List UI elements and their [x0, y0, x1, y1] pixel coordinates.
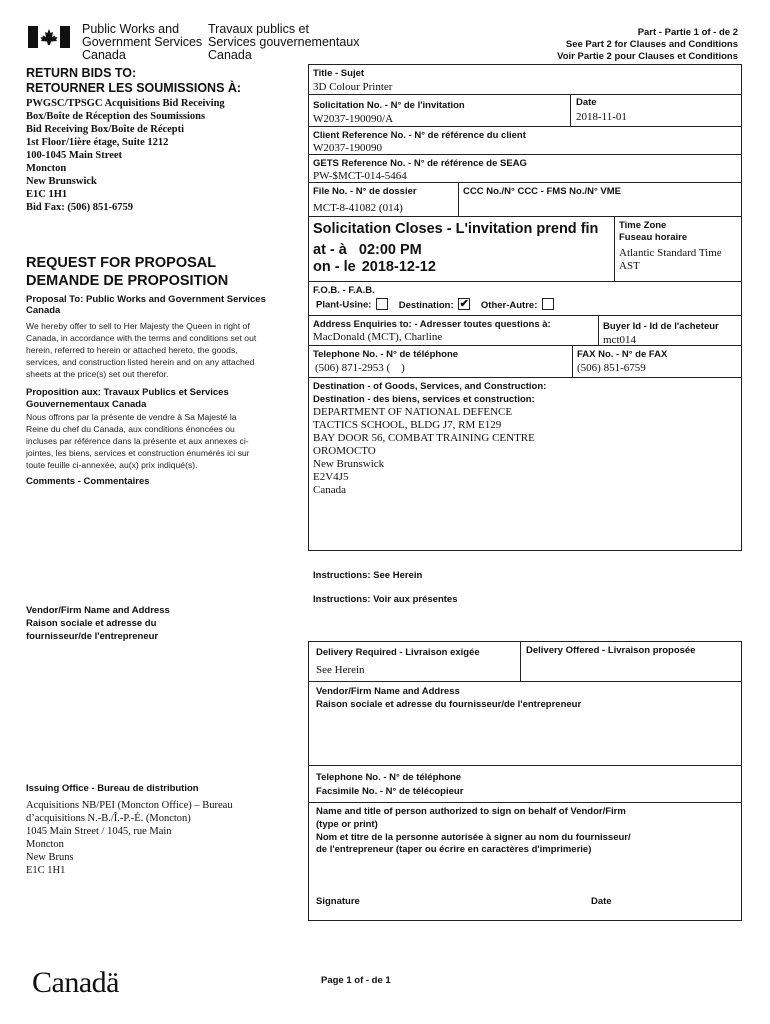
time-zone-label-en: Time Zone [619, 220, 667, 231]
authorized-person-label-4: de l'entrepreneur (taper ou écrire en caractères d'imprimerie) [316, 844, 592, 856]
org-name-en-line1: Public Works and [82, 22, 180, 36]
destination-address-line: OROMOCTO [313, 445, 376, 457]
phone-label: Telephone No. - N° de téléphone [313, 349, 459, 360]
issuing-office-line: E1C 1H1 [26, 865, 66, 876]
offer-text-en: We hereby offer to sell to Her Majesty the Queen in right of Canada, in accordance with the terms and conditions set out herein, referred to herein or attached hereto, the goods, services, and construction listed herein and on any attached sheets at the price(s) set out therefor. [26, 321, 257, 379]
destination-address-line: BAY DOOR 56, COMBAT TRAINING CENTRE [313, 432, 535, 444]
plant-label: Plant-Usine: [316, 299, 372, 311]
return-bids-address-line: PWGSC/TPSGC Acquisitions Bid Receiving [26, 98, 225, 109]
destination-label: Destination: [398, 299, 454, 311]
other-label: Other-Autre: [480, 299, 538, 311]
destination-address-line: New Brunswick [313, 458, 385, 470]
vendor-box-label-2: Raison sociale et adresse du fournisseur/de l'entrepreneur [316, 698, 582, 710]
see-part-en: See Part 2 for Clauses and Conditions [565, 39, 738, 50]
issuing-office-line: New Bruns [26, 852, 74, 863]
destination-goods-label-en: Destination - of Goods, Services, and Construction: [313, 381, 547, 392]
vendor-box-label [316, 686, 581, 711]
time-zone-label [619, 220, 687, 244]
address-enquiries-label: Address Enquiries to: - Adresser toutes questions à: [313, 319, 551, 330]
destination-address-line: Canada [313, 484, 346, 496]
left-vendor-label-1: Vendor/Firm Name and Address [26, 605, 170, 616]
fob-options [316, 299, 554, 311]
return-bids-title-fr: RETOURNER LES SOUMISSIONS À: [26, 81, 242, 95]
vendor-name-address-field[interactable] [312, 712, 738, 762]
org-name-fr-line3: Canada [208, 48, 252, 62]
date-label: Date [576, 97, 597, 108]
return-bids-address-line: Moncton [26, 163, 67, 174]
destination-goods-label [313, 381, 546, 406]
return-bids-address-line: 1st Floor/1ière étage, Suite 1212 [26, 137, 169, 148]
left-vendor-label-3: fournisseur/de l'entrepreneur [26, 631, 159, 642]
canada-wordmark: Canadä [32, 966, 119, 999]
offer-text-fr: Nous offrons par la présente de vendre à Sa Majesté la Reine du chef du Canada, aux conditions énoncées ou incluses par référence dans la présente et aux annexes ci-jointes, les biens, services et construction énumérés ici sur toute feuille ci-annexée, au(x) prix indiqué(s). [26, 412, 250, 470]
instructions-en: Instructions: See Herein [313, 570, 423, 581]
request-title-en: REQUEST FOR PROPOSAL [26, 255, 217, 271]
vendor-phone-label: Telephone No. - N° de téléphone [316, 772, 462, 783]
solicitation-closes-title: Solicitation Closes - L'invitation prend fin [313, 221, 599, 237]
signature-field[interactable] [380, 892, 580, 916]
authorized-person-label [316, 806, 631, 857]
plant-checkbox[interactable] [376, 298, 388, 310]
return-bids-address [26, 97, 225, 214]
org-name-en-line3: Canada [82, 48, 126, 62]
left-vendor-label [26, 604, 170, 643]
at-value: 02:00 PM [358, 242, 422, 258]
gets-ref-value: PW-$MCT-014-5464 [313, 170, 407, 182]
issuing-office-line: 1045 Main Street / 1045, rue Main [26, 826, 172, 837]
destination-address-line: DEPARTMENT OF NATIONAL DEFENCE [313, 406, 513, 418]
fob-label: F.O.B. - F.A.B. [313, 285, 375, 296]
client-ref-value: W2037-190090 [313, 142, 383, 154]
request-title [26, 254, 228, 290]
issuing-office-label: Issuing Office - Bureau de distribution [26, 783, 199, 794]
authorized-person-field[interactable] [312, 862, 738, 890]
issuing-office-line: d’acquisitions N.-B./Î.-P.-É. (Moncton) [26, 813, 191, 824]
destination-goods-label-fr: Destination - des biens, services et construction: [313, 393, 535, 405]
proposal-to-value: Public Works and Government Services Canada [26, 294, 266, 316]
delivery-offered-label: Delivery Offered - Livraison proposée [526, 645, 696, 656]
part-line: Part - Partie 1 of - de 2 [637, 27, 738, 38]
phone-value: (506) 871-2953 ( ) [315, 362, 405, 374]
closing-date [313, 259, 436, 275]
proposal-to [26, 294, 266, 316]
title-value: 3D Colour Printer [313, 81, 393, 93]
signature-label: Signature [316, 896, 360, 907]
vendor-fax-label: Facsimile No. - N° de télécopieur [316, 786, 464, 797]
org-name-fr-line1: Travaux publics et [208, 22, 309, 36]
client-ref-label: Client Reference No. - N° de référence du client [313, 130, 526, 141]
on-label: on - le [313, 259, 356, 275]
delivery-required-value: See Herein [316, 664, 365, 676]
return-bids-address-line: E1C 1H1 [26, 189, 68, 200]
request-title-fr: DEMANDE DE PROPOSITION [26, 273, 229, 289]
destination-address-line: E2V4J5 [313, 471, 349, 483]
time-zone-label-fr: Fuseau horaire [619, 232, 688, 243]
closing-time [313, 242, 422, 258]
vendor-box-label-1: Vendor/Firm Name and Address [316, 686, 460, 697]
delivery-required-label: Delivery Required - Livraison exigée [316, 647, 480, 658]
proposal-to-label: Proposal To: [26, 294, 84, 305]
buyer-id-text: mct014 [603, 334, 636, 344]
issuing-office-line: Acquisitions NB/PEI (Moncton Office) – Bureau [26, 800, 233, 811]
authorized-person-label-2: (type or print) [316, 818, 378, 830]
fax-label: FAX No. - N° de FAX [577, 349, 668, 360]
date-value: 2018-11-01 [576, 111, 627, 123]
canada-flag-logo [28, 26, 70, 48]
proposition-value: Travaux Publics et Services Gouvernementaux Canada [26, 387, 229, 410]
at-label: at - à [313, 242, 347, 258]
time-zone-value [619, 247, 722, 273]
return-bids-address-line: 100-1045 Main Street [26, 150, 123, 161]
destination-checkbox[interactable]: ✔ [459, 298, 469, 310]
comments-label: Comments - Commentaires [26, 476, 150, 487]
time-zone-value-1: Atlantic Standard Time [619, 247, 722, 259]
return-bids-address-line: New Brunswick [26, 176, 97, 187]
file-no-value: MCT-8-41082 (014) [313, 202, 403, 214]
instructions-fr: Instructions: Voir aux présentes [313, 594, 458, 605]
issuing-office-address [26, 799, 233, 877]
address-enquiries-value: MacDonald (MCT), Charline [313, 331, 443, 343]
destination-address [313, 406, 535, 497]
ccc-no-label: CCC No./N° CCC - FMS No./N° VME [463, 186, 622, 197]
file-no-label: File No. - N° de dossier [313, 186, 417, 197]
on-value: 2018-12-12 [361, 259, 436, 275]
buyer-id-label: Buyer Id - Id de l'acheteur [603, 321, 719, 332]
return-bids-address-line: Bid Receiving Box/Boîte de Récepti [26, 124, 185, 135]
time-zone-value-2: AST [619, 260, 640, 272]
return-bids-title-en: RETURN BIDS TO: [26, 66, 137, 80]
signature-date-field[interactable] [616, 892, 736, 916]
delivery-offered-field[interactable] [524, 660, 738, 678]
proposition-label: Proposition aux: [26, 387, 101, 398]
org-name-fr-line2: Services gouvernementaux [208, 35, 360, 49]
page-number: Page 1 of - de 1 [321, 975, 391, 986]
see-part-fr: Voir Partie 2 pour Clauses et Conditions [557, 51, 738, 62]
other-checkbox[interactable] [542, 298, 554, 310]
left-vendor-label-2: Raison sociale et adresse du [26, 618, 157, 629]
solicitation-label: Solicitation No. - N° de l'invitation [313, 100, 465, 111]
title-label: Title - Sujet [313, 68, 365, 79]
authorized-person-label-1: Name and title of person authorized to sign on behalf of Vendor/Firm [316, 806, 626, 817]
proposition-aux [26, 387, 266, 410]
org-name-fr [208, 23, 359, 62]
gets-ref-label: GETS Reference No. - N° de référence de SEAG [313, 158, 527, 169]
solicitation-value: W2037-190090/A [313, 113, 394, 125]
signature-date-label: Date [591, 896, 612, 907]
issuing-office-line: Moncton [26, 839, 64, 850]
destination-address-line: TACTICS SCHOOL, BLDG J7, RM E129 [313, 419, 502, 431]
fax-value: (506) 851-6759 [577, 362, 646, 374]
part-info [557, 27, 738, 63]
org-name-en [82, 23, 202, 62]
org-name-en-line2: Government Services [82, 35, 203, 49]
return-bids-title [26, 66, 241, 96]
return-bids-address-line: Bid Fax: (506) 851-6759 [26, 202, 134, 213]
authorized-person-label-3: Nom et titre de la personne autorisée à signer au nom du fournisseur/ [316, 831, 631, 843]
buyer-id-value [603, 333, 636, 344]
return-bids-address-line: Box/Boîte de Réception des Soumissions [26, 111, 206, 122]
